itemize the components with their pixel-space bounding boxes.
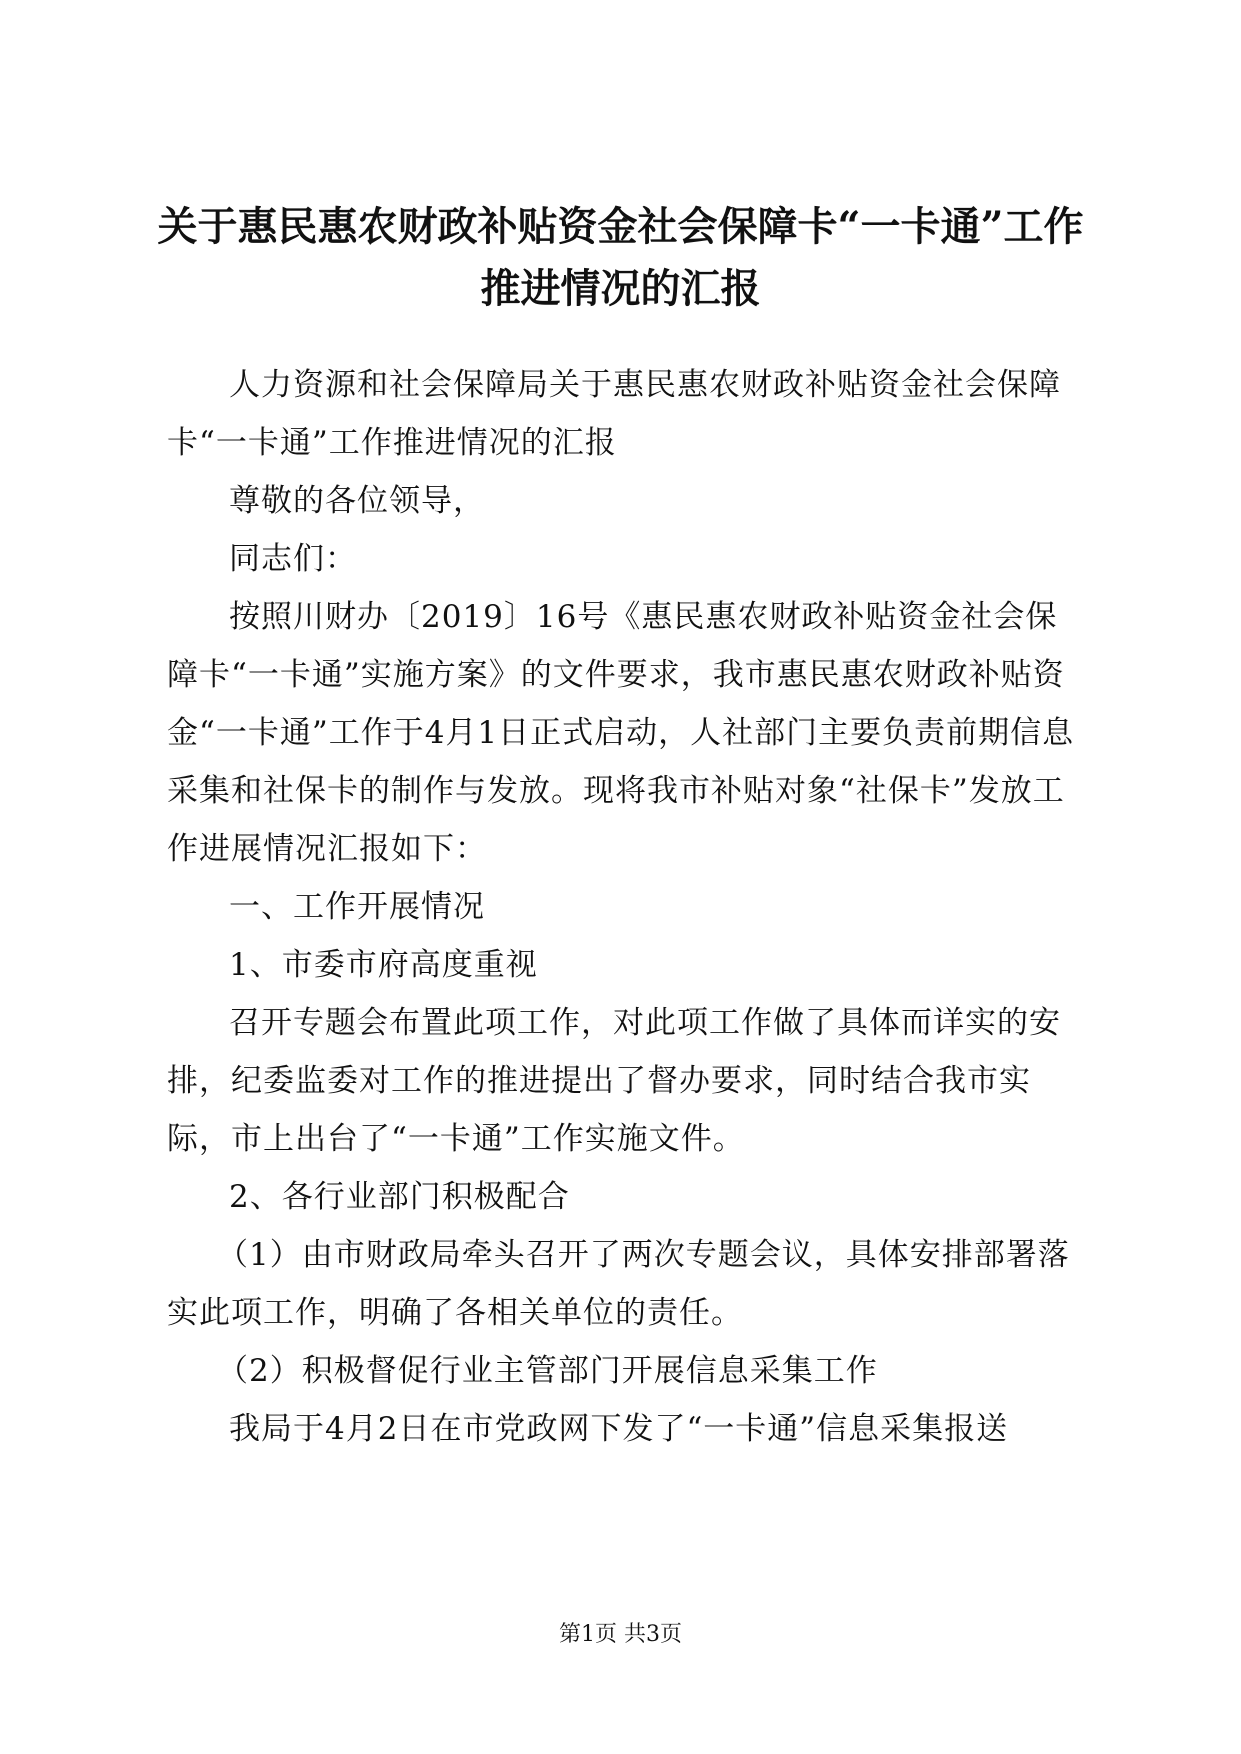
paragraph-subsection-1: 召开专题会布置此项工作，对此项工作做了具体而详实的安排，纪委监委对工作的推进提出了督办要求，同时结合我市实际，市上出台了“一卡通”工作实施文件。 bbox=[167, 1005, 1061, 1157]
paragraph-item-2: （2）积极督促行业主管部门开展信息采集工作 bbox=[217, 1353, 878, 1389]
subsection-heading-2: 2、各行业部门积极配合 bbox=[229, 1179, 570, 1215]
document-body bbox=[167, 356, 1079, 1458]
paragraph-item-1: （1）由市财政局牵头召开了两次专题会议，具体安排部署落实此项工作，明确了各相关单位的责任。 bbox=[167, 1237, 1070, 1331]
paragraph-salutation-2: 同志们： bbox=[229, 541, 357, 577]
subsection-heading-1: 1、市委市府高度重视 bbox=[229, 947, 538, 983]
paragraph-heading-repeat: 人力资源和社会保障局关于惠民惠农财政补贴资金社会保障卡“一卡通”工作推进情况的汇报 bbox=[167, 367, 1061, 461]
paragraph-continued: 我局于4月2日在市党政网下发了“一卡通”信息采集报送 bbox=[229, 1411, 1009, 1447]
document-title: 关于惠民惠农财政补贴资金社会保障卡“一卡通”工作推进情况的汇报 bbox=[157, 203, 1084, 312]
page-footer: 第1页 共3页 bbox=[559, 1622, 682, 1647]
paragraph-salutation: 尊敬的各位领导， bbox=[229, 483, 485, 519]
section-heading-1: 一、工作开展情况 bbox=[229, 889, 485, 925]
paragraph-intro: 按照川财办〔2019〕16号《惠民惠农财政补贴资金社会保障卡“一卡通”实施方案》的文件要求，我市惠民惠农财政补贴资金“一卡通”工作于4月1日正式启动，人社部门主要负责前期信息采集和社保卡的制作与发放。现将我市补贴对象“社保卡”发放工作进展情况汇报如下： bbox=[167, 599, 1075, 867]
